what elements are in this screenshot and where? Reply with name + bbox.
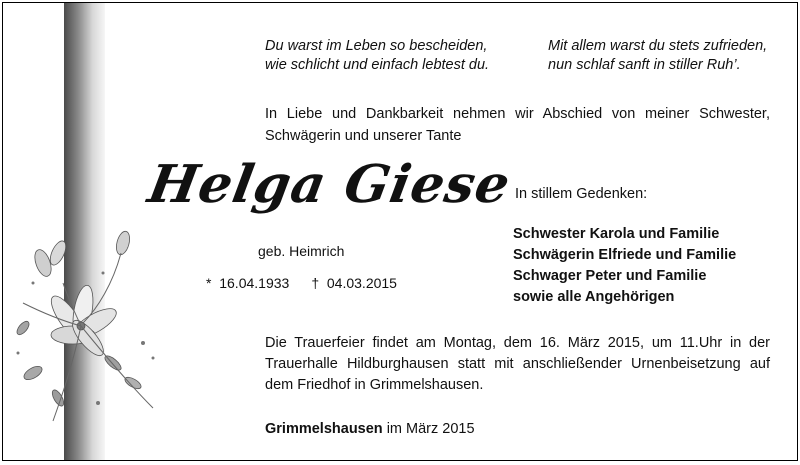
signoff-place: Grimmelshausen: [265, 421, 383, 437]
birth-date: 16.04.1933: [219, 275, 290, 291]
birth-name: geb. Heimrich: [258, 243, 345, 259]
poem-right: [548, 37, 767, 75]
lily-flower-icon: [3, 223, 173, 423]
funeral-details: Die Trauerfeier findet am Montag, dem 16. März 2015, um 11.Uhr in der Trauerhalle Hildburghausen statt mit anschließender Urnenbeisetzung auf dem Friedhof in Grimmelshausen.: [265, 335, 770, 393]
mourner-item: Schwägerin Elfriede und Familie: [513, 247, 737, 263]
death-symbol: †: [311, 275, 320, 291]
death-date: 04.03.2015: [326, 275, 397, 291]
poem-left-line-1: Du warst im Leben so bescheiden,: [265, 38, 488, 54]
mourners-heading: In stillem Gedenken:: [515, 186, 648, 202]
mourner-item: Schwester Karola und Familie: [513, 226, 720, 242]
intro-text: In Liebe und Dankbarkeit nehmen wir Abschied von meiner Schwester, Schwägerin und unserer Tante: [265, 106, 770, 144]
mourner-item: sowie alle Angehörigen: [513, 289, 675, 305]
poem-right-line-1: Mit allem warst du stets zufrieden,: [548, 38, 768, 54]
deceased-name: Helga Giese: [143, 154, 516, 215]
poem-left-line-2: wie schlicht und einfach lebtest du.: [265, 57, 490, 73]
obituary-notice: [2, 2, 798, 461]
signoff-date: im März 2015: [382, 421, 475, 437]
life-dates: [206, 275, 397, 291]
birth-symbol: *: [206, 275, 212, 291]
mourners-list: [513, 224, 736, 308]
poem-left: [265, 37, 489, 75]
signoff: [265, 421, 475, 437]
mourner-item: Schwager Peter und Familie: [513, 268, 707, 284]
poem-right-line-2: nun schlaf sanft in stiller Ruh’.: [548, 57, 741, 73]
